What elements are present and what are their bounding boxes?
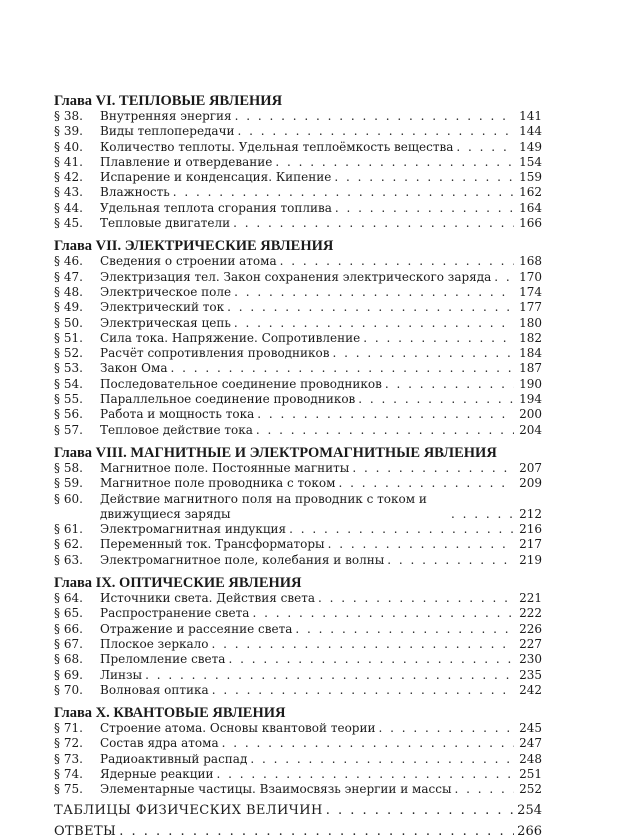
section-number: § 75. (54, 782, 83, 797)
page-number: 149 (519, 139, 542, 154)
section-title: Сила тока. Напряжение. Сопротивление (100, 330, 361, 345)
section-number: § 58. (54, 460, 83, 475)
dot-leader (280, 254, 514, 269)
section-title: Плоское зеркало (100, 636, 209, 651)
section-number: § 59. (54, 476, 83, 491)
section-number: § 56. (54, 407, 83, 422)
toc-entry[interactable] (54, 591, 542, 606)
section-number: § 38. (54, 109, 83, 123)
toc-entry[interactable] (54, 109, 542, 124)
section-title: Тепловое действие тока (100, 422, 253, 437)
section-number: § 65. (54, 606, 83, 621)
section-title: Электромагнитное поле, колебания и волны (100, 552, 385, 567)
page-number: 194 (519, 392, 542, 407)
dot-leader (451, 507, 514, 522)
section-number: § 63. (54, 552, 83, 567)
toc-entry[interactable] (54, 124, 542, 139)
dot-leader (378, 721, 514, 736)
section-number: § 73. (54, 751, 83, 766)
dot-leader (333, 346, 514, 361)
toc-entry[interactable] (54, 652, 542, 667)
toc-entry[interactable] (54, 461, 542, 476)
section-title: Параллельное соединение проводников (100, 392, 356, 407)
section-title: Радиоактивный распад (100, 751, 248, 766)
page-number: 235 (519, 667, 542, 682)
section-number: § 70. (54, 682, 83, 697)
toc-entry[interactable] (54, 140, 542, 155)
section-title: Испарение и конденсация. Кипение (100, 170, 332, 185)
dot-leader (235, 109, 514, 124)
dot-leader (494, 270, 514, 285)
toc-entry[interactable] (54, 537, 542, 552)
section-number: § 74. (54, 766, 83, 781)
page-number: 170 (519, 269, 542, 284)
section-title: Преломление света (100, 652, 226, 667)
section-title: Состав ядра атома (100, 736, 219, 751)
page-number: 216 (519, 522, 542, 537)
section-title: Расчёт сопротивления проводников (100, 346, 330, 361)
section-number: § 43. (54, 185, 83, 200)
dot-leader (212, 637, 514, 652)
toc-entry[interactable] (54, 407, 542, 422)
section-number: § 69. (54, 667, 83, 682)
section-number: § 64. (54, 591, 83, 606)
section-title: Работа и мощность тока (100, 407, 255, 422)
toc-entry[interactable] (54, 637, 542, 652)
toc-entry[interactable] (54, 270, 542, 285)
section-title: Переменный ток. Трансформаторы (100, 537, 325, 552)
toc-entry[interactable] (54, 392, 542, 407)
section-number: § 40. (54, 139, 83, 154)
section-number: § 61. (54, 522, 83, 537)
toc-entry[interactable] (54, 216, 542, 231)
toc-entry[interactable] (54, 377, 542, 392)
section-number: § 48. (54, 284, 83, 299)
section-number: § 39. (54, 124, 83, 139)
chapter-heading: Глава X. КВАНТОВЫЕ ЯВЛЕНИЯ (54, 705, 286, 722)
section-title: Электрический ток (100, 300, 225, 315)
dot-leader (227, 300, 514, 315)
section-number: § 49. (54, 300, 83, 315)
dot-leader (387, 553, 514, 568)
section-title: Внутренняя энергия (100, 109, 232, 123)
toc-entry[interactable] (54, 361, 542, 376)
chapter-heading: Глава VIII. МАГНИТНЫЕ И ЭЛЕКТРОМАГНИТНЫЕ ЯВЛЕНИЯ (54, 444, 497, 461)
dot-leader (257, 407, 514, 422)
dot-leader (455, 782, 514, 797)
section-number: § 60. (54, 491, 83, 506)
page-number: 144 (519, 124, 542, 139)
section-title: Магнитное поле. Постоянные магниты (100, 460, 350, 475)
toc-entry[interactable] (54, 492, 542, 523)
page-number: 226 (519, 621, 542, 636)
section-number: § 53. (54, 361, 83, 376)
section-title: Тепловые двигатели (100, 216, 231, 231)
page-number: 219 (519, 552, 542, 567)
toc-entry[interactable] (54, 254, 542, 269)
page-number: 247 (519, 736, 542, 751)
dot-leader (335, 201, 514, 216)
toc-entry[interactable] (54, 736, 542, 751)
dot-leader (352, 461, 514, 476)
page-number: 222 (519, 606, 542, 621)
dot-leader (289, 522, 514, 537)
section-title: Удельная теплота сгорания топлива (100, 200, 332, 215)
section-number: § 71. (54, 721, 83, 736)
page-number: 227 (519, 636, 542, 651)
page-number: 190 (519, 376, 542, 391)
page-number: 251 (519, 766, 542, 781)
section-title: Электризация тел. Закон сохранения электрического заряда (100, 269, 492, 284)
page-number: 266 (517, 823, 542, 839)
page-number: 217 (519, 537, 542, 552)
dot-leader (234, 285, 514, 300)
section-title: Действие магнитного поля на проводник с током и движущиеся заряды (100, 491, 427, 521)
dot-leader (326, 802, 514, 819)
page-number: 141 (519, 109, 542, 123)
page-number: 177 (519, 300, 542, 315)
dot-leader (318, 591, 514, 606)
dot-leader (216, 767, 514, 782)
page-number: 200 (519, 407, 542, 422)
dot-leader (222, 736, 514, 751)
page-number: 252 (519, 782, 542, 797)
section-title: Строение атома. Основы квантовой теории (100, 721, 376, 736)
dot-leader (119, 823, 514, 840)
section-title: Закон Ома (100, 361, 168, 376)
page-number: 207 (519, 460, 542, 475)
section-title: Влажность (100, 185, 170, 200)
dot-leader (233, 216, 514, 231)
appendix-title: ОТВЕТЫ (54, 823, 117, 839)
dot-leader (238, 124, 514, 139)
section-title: Ядерные реакции (100, 766, 214, 781)
toc-entry[interactable] (54, 423, 542, 438)
page-number: 230 (519, 652, 542, 667)
dot-leader (171, 361, 515, 376)
toc-entry[interactable] (54, 316, 542, 331)
dot-leader (234, 316, 514, 331)
section-title: Магнитное поле проводника с током (100, 476, 336, 491)
section-number: § 47. (54, 269, 83, 284)
section-title: Плавление и отвердевание (100, 154, 273, 169)
toc-entry[interactable] (54, 476, 542, 491)
section-number: § 41. (54, 154, 83, 169)
toc-entry[interactable] (54, 683, 542, 698)
section-title: Электрическое поле (100, 284, 232, 299)
section-number: § 52. (54, 346, 83, 361)
section-number: § 42. (54, 170, 83, 185)
page-number: 164 (519, 200, 542, 215)
page-number: 180 (519, 315, 542, 330)
toc-entry[interactable] (54, 553, 542, 568)
section-title: Линзы (100, 667, 143, 682)
section-number: § 72. (54, 736, 83, 751)
page-number: 174 (519, 284, 542, 299)
toc-entry[interactable] (54, 752, 542, 767)
toc-entry[interactable] (54, 185, 542, 200)
toc-entry[interactable] (54, 767, 542, 782)
section-title: Электромагнитная индукция (100, 522, 287, 537)
dot-leader (385, 377, 514, 392)
dot-leader (328, 537, 514, 552)
page-number: 212 (519, 506, 542, 521)
section-title: Отражение и рассеяние света (100, 621, 293, 636)
section-number: § 57. (54, 422, 83, 437)
page-number: 187 (519, 361, 542, 376)
dot-leader (228, 652, 514, 667)
page-number: 242 (519, 682, 542, 697)
section-title: Последовательное соединение проводников (100, 376, 382, 391)
page-number: 221 (519, 591, 542, 606)
toc-entry[interactable] (54, 285, 542, 300)
page-number: 209 (519, 476, 542, 491)
page-number: 254 (517, 802, 542, 818)
chapter-heading: Глава IX. ОПТИЧЕСКИЕ ЯВЛЕНИЯ (54, 575, 302, 592)
toc-entry[interactable] (54, 201, 542, 216)
page-number: 182 (519, 330, 542, 345)
dot-leader (363, 331, 514, 346)
section-number: § 67. (54, 636, 83, 651)
toc-entry[interactable] (54, 606, 542, 621)
dot-leader (295, 622, 514, 637)
toc-entry[interactable] (54, 522, 542, 537)
toc-entry[interactable] (54, 155, 542, 170)
page-number: 245 (519, 721, 542, 736)
page-number: 166 (519, 216, 542, 231)
toc-entry[interactable] (54, 782, 542, 797)
dot-leader (252, 606, 514, 621)
section-title: Электрическая цепь (100, 315, 231, 330)
section-title: Количество теплоты. Удельная теплоёмкость вещества (100, 139, 454, 154)
section-number: § 46. (54, 254, 83, 269)
toc-entry[interactable] (54, 346, 542, 361)
dot-leader (256, 423, 514, 438)
dot-leader (250, 752, 514, 767)
page-number: 204 (519, 422, 542, 437)
section-number: § 51. (54, 330, 83, 345)
dot-leader (145, 668, 514, 683)
page-number: 162 (519, 185, 542, 200)
dot-leader (456, 140, 514, 155)
section-title: Волновая оптика (100, 682, 209, 697)
section-number: § 66. (54, 621, 83, 636)
dot-leader (173, 185, 514, 200)
page-number: 248 (519, 751, 542, 766)
page-number: 154 (519, 154, 542, 169)
dot-leader (334, 170, 514, 185)
chapter-heading: Глава VII. ЭЛЕКТРИЧЕСКИЕ ЯВЛЕНИЯ (54, 238, 334, 255)
toc-entry[interactable] (54, 721, 542, 736)
section-number: § 54. (54, 376, 83, 391)
section-number: § 45. (54, 216, 83, 231)
toc-entry[interactable] (54, 170, 542, 185)
section-number: § 68. (54, 652, 83, 667)
dot-leader (212, 683, 514, 698)
toc-entry[interactable] (54, 668, 542, 683)
section-title: Виды теплопередачи (100, 124, 235, 139)
section-title: Источники света. Действия света (100, 591, 316, 606)
section-title: Распространение света (100, 606, 250, 621)
chapter-heading: Глава VI. ТЕПЛОВЫЕ ЯВЛЕНИЯ (54, 93, 283, 109)
section-title: Элементарные частицы. Взаимосвязь энергии и массы (100, 782, 452, 797)
section-title: Сведения о строении атома (100, 254, 277, 269)
section-number: § 44. (54, 200, 83, 215)
appendix-title: ТАБЛИЦЫ ФИЗИЧЕСКИХ ВЕЛИЧИН (54, 802, 323, 818)
toc-entry-tables[interactable] (54, 802, 542, 819)
section-number: § 55. (54, 392, 83, 407)
page-number: 168 (519, 254, 542, 269)
dot-leader (275, 155, 514, 170)
section-number: § 62. (54, 537, 83, 552)
toc-entry[interactable] (54, 622, 542, 637)
dot-leader (358, 392, 514, 407)
toc-entry[interactable] (54, 331, 542, 346)
toc-entry-answers[interactable] (54, 823, 542, 840)
table-of-contents (54, 93, 542, 840)
dot-leader (338, 476, 514, 491)
toc-entry[interactable] (54, 300, 542, 315)
page-number: 159 (519, 170, 542, 185)
page-number: 184 (519, 346, 542, 361)
section-number: § 50. (54, 315, 83, 330)
